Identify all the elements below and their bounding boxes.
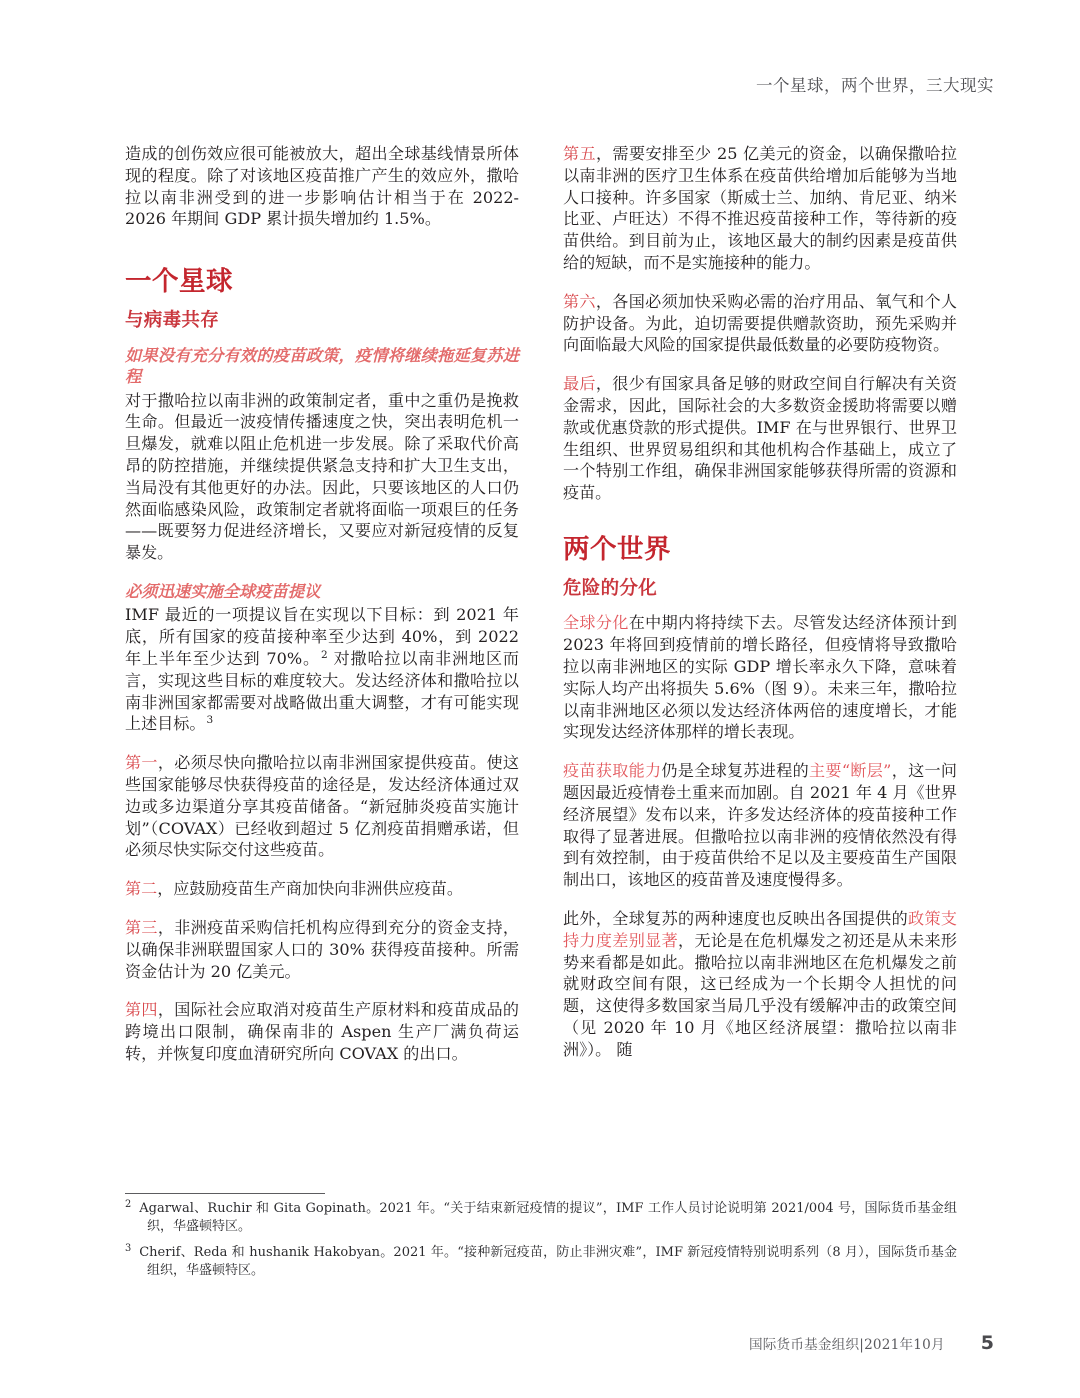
point-3-text: ，非洲疫苗采购信托机构应得到充分的资金支持，以确保非洲联盟国家人口的 30% 获得疫苗接种。所需资金估计为 20 亿美元。 xyxy=(125,918,520,981)
footnotes-block xyxy=(125,1193,957,1288)
paragraph-policymakers-text: 对于撒哈拉以南非洲的政策制定者，重中之重仍是挽救生命。但最近一波疫情传播速度之快，突出表明危机一旦爆发，就难以阻止危机进一步发展。除了采取代价高昂的防控措施，并继续提供紧急支持和扩大卫生支出，当局没有其他更好的办法。因此，只要该地区的人口仍然面临感染风险，政策制定者就将面临一项艰巨的任务——既要努力促进经济增长，又要应对新冠疫情的反复暴发。 xyxy=(125,390,519,563)
point-3-label: 第三 xyxy=(125,918,158,938)
divergence-lead-in: 全球分化 xyxy=(563,613,629,633)
section-heading-two-worlds: 两个世界 xyxy=(563,533,671,565)
footnote-number: 3 xyxy=(125,1242,132,1254)
paragraph-intro-text: 造成的创伤效应很可能被放大，超出全球基线情景所体现的程度。除了对该地区疫苗推广产生的效应外，撒哈拉以南非洲受到的进一步影响估计相当于在 2022-2026 年期间 GDP 累计损失增加约 1.5%。 xyxy=(125,144,519,229)
policy-support-lead-in: 政策支持力度差别显著 xyxy=(563,908,958,950)
footnote-separator-rule xyxy=(125,1193,325,1194)
italic-heading-global-vaccine-proposal: 必须迅速实施全球疫苗提议 xyxy=(125,581,321,601)
point-5-text: ，需要安排至少 25 亿美元的资金，以确保撒哈拉以南非洲的医疗卫生体系在疫苗供给增加后能够为当地人口接种。许多国家（斯威士兰、加纳、肯尼亚、纳米比亚、卢旺达）不得不推迟疫苗接种工作，等待新的疫苗供给。到目前为止，该地区最大的制约因素是疫苗供给的短缺，而不是实施接种的能力。 xyxy=(563,144,958,272)
paragraph-divergence xyxy=(563,612,957,743)
paragraph-point-5 xyxy=(563,143,957,274)
point-1-label: 第一 xyxy=(125,753,158,773)
paragraph-intro xyxy=(125,143,519,230)
vaccine-access-faultline: 主要“断层” xyxy=(809,761,892,781)
vaccine-access-lead-in: 疫苗获取能力 xyxy=(563,761,662,781)
page-number: 5 xyxy=(980,1332,994,1354)
point-1-text: ，必须尽快向撒哈拉以南非洲国家提供疫苗。使这些国家能够尽快获得疫苗的途径是，发达经济体通过双边或多边渠道分享其疫苗储备。“新冠肺炎疫苗实施计划”（COVAX）已经收到超过 5 亿剂疫苗捐赠承诺，但必须尽快实际交付这些疫苗。 xyxy=(125,753,520,860)
paragraph-imf-proposal xyxy=(125,604,519,735)
policy-support-pre: 此外，全球复苏的两种速度也反映出各国提供的 xyxy=(563,908,909,928)
footnote-text: Agarwal、Ruchir 和 Gita Gopinath。2021 年。“关于结束新冠疫情的提议”，IMF 工作人员讨论说明第 2021/004 号，国际货币基金组织，华盛顿特区。 xyxy=(139,1201,957,1234)
footnote-item xyxy=(125,1200,957,1236)
divergence-text: 在中期内将持续下去。尽管发达经济体预计到 2023 年将回到疫情前的增长路径，但疫情将导致撒哈拉以南非洲地区的实际 GDP 增长率永久下降，意味着实际人均产出将损失 5.6%（图 9）。未来三年，撒哈拉以南非洲地区必须以发达经济体两倍的速度增长，才能实现发达经济体那样的增长表现。 xyxy=(563,613,958,742)
page-footer xyxy=(749,1332,994,1354)
point-6-label: 第六 xyxy=(563,291,596,311)
paragraph-imf-proposal-text: IMF 最近的一项提议旨在实现以下目标：到 2021 年底，所有国家的疫苗接种率至少达到 40%，到 2022 年上半年至少达到 70%。 xyxy=(125,605,519,669)
running-header-title: 一个星球，两个世界，三大现实 xyxy=(756,76,994,95)
paragraph-point-1 xyxy=(125,752,519,861)
point-last-label: 最后 xyxy=(563,374,596,394)
paragraph-policymakers xyxy=(125,390,519,564)
paragraph-point-last xyxy=(563,373,957,504)
right-column xyxy=(563,143,957,1173)
point-2-text: ，应鼓励疫苗生产商加快向非洲供应疫苗。 xyxy=(157,879,463,899)
footnote-marker-3[interactable]: 3 xyxy=(206,714,214,727)
italic-heading-vaccine-policy: 如果没有充分有效的疫苗政策，疫情将继续拖延复苏进程 xyxy=(125,345,519,387)
vaccine-access-mid: 仍是全球复苏进程的 xyxy=(661,761,810,781)
paragraph-policy-support xyxy=(563,908,957,1061)
footnote-text: Cherif、Reda 和 hushanik Hakobyan。2021 年。“接种新冠疫苗，防止非洲灾难”，IMF 新冠疫情特别说明系列（8 月），国际货币基金组织，华盛顿特区。 xyxy=(139,1244,957,1278)
subheading-living-with-virus: 与病毒共存 xyxy=(125,310,220,332)
footnote-marker-2[interactable]: 2 xyxy=(320,648,328,661)
paragraph-point-2 xyxy=(125,878,519,900)
section-heading-one-planet: 一个星球 xyxy=(125,266,233,298)
footnote-item xyxy=(125,1244,957,1280)
footnote-number: 2 xyxy=(125,1198,132,1210)
paragraph-vaccine-access xyxy=(563,760,957,891)
subheading-dangerous-divergence: 危险的分化 xyxy=(563,578,658,600)
point-4-text: ，国际社会应取消对疫苗生产原材料和疫苗成品的跨境出口限制，确保南非的 Aspen 生产厂满负荷运转，并恢复印度血清研究所向 COVAX 的出口。 xyxy=(125,1000,520,1064)
vaccine-access-text: ，这一问题因最近疫情卷土重来而加剧。自 2021 年 4 月《世界经济展望》发布以来，许多发达经济体的疫苗接种工作取得了显著进展。但撒哈拉以南非洲的疫情依然没有得到有效控制，由于疫苗供给不足以及主要疫苗生产国限制出口，该地区的疫苗普及速度慢得多。 xyxy=(563,761,957,890)
point-5-label: 第五 xyxy=(563,144,596,163)
paragraph-point-6 xyxy=(563,291,957,356)
point-2-label: 第二 xyxy=(125,879,158,899)
paragraph-imf-proposal-cont: 对撒哈拉以南非洲地区而言，实现这些目标的难度较大。发达经济体和撒哈拉以南非洲国家都需要对战略做出重大调整，才有可能实现上述目标。 xyxy=(125,649,519,734)
footer-imprint: 国际货币基金组织|2021年10月 xyxy=(748,1337,945,1353)
point-6-text: ，各国必须加快采购必需的治疗用品、氧气和个人防护设备。为此，迫切需要提供赠款资助，预先采购并向面临最大风险的国家提供最低数量的必要防疫物资。 xyxy=(563,291,958,355)
two-column-body xyxy=(125,143,957,1173)
policy-support-text: ，无论是在危机爆发之初还是从未来形势来看都是如此。撒哈拉以南非洲地区在危机爆发之前就财政空间有限，这已经成为一个长期令人担忧的问题，这使得多数国家当局几乎没有缓解冲击的政策空间（见 2020 年 10 月《地区经济展望：撒哈拉以南非洲》）。 随 xyxy=(563,930,958,1059)
paragraph-point-4 xyxy=(125,999,519,1064)
point-4-label: 第四 xyxy=(125,1000,158,1020)
left-column xyxy=(125,143,519,1173)
paragraph-point-3 xyxy=(125,917,519,982)
point-last-text: ，很少有国家具备足够的财政空间自行解决有关资金需求，因此，国际社会的大多数资金援助将需要以赠款或优惠贷款的形式提供。IMF 在与世界银行、世界卫生组织、世界贸易组织和其他机构合作基础上，成立了一个特别工作组，确保非洲国家能够获得所需的资源和疫苗。 xyxy=(563,374,958,503)
